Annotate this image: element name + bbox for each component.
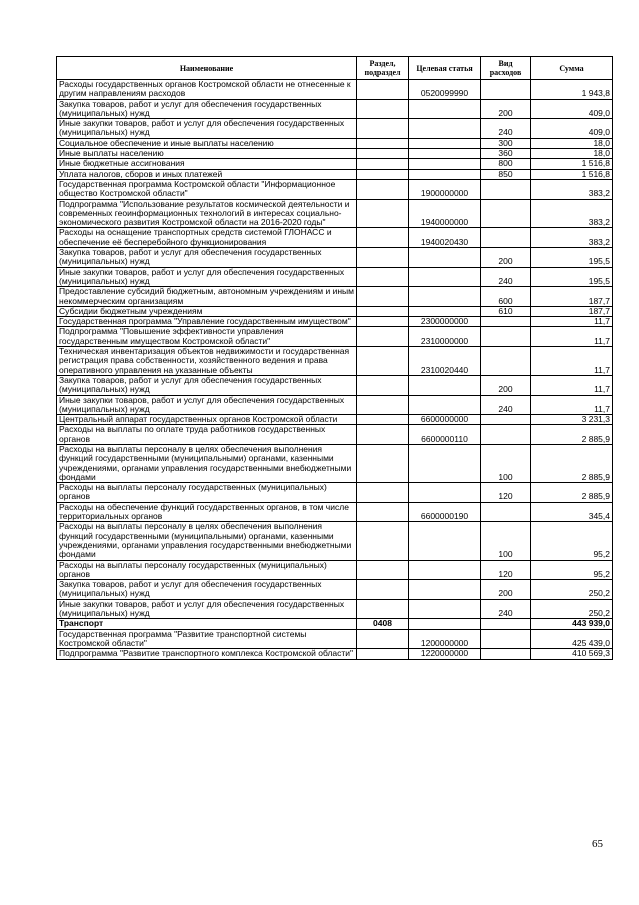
cell-name: Иные закупки товаров, работ и услуг для обеспечения государственных (муниципальных) нужд xyxy=(57,119,357,139)
cell-type: 200 xyxy=(481,99,531,119)
cell-name: Закупка товаров, работ и услуг для обеспечения государственных (муниципальных) нужд xyxy=(57,375,357,395)
cell-target: 6600000000 xyxy=(409,415,481,425)
cell-name: Государственная программа Костромской области "Информационное общество Костромской области" xyxy=(57,179,357,199)
header-type: Вид расходов xyxy=(481,57,531,80)
table-row xyxy=(57,395,613,415)
cell-name: Расходы на выплаты персоналу государственных (муниципальных) органов xyxy=(57,560,357,580)
cell-type: 100 xyxy=(481,522,531,560)
cell-sum: 1 516,8 xyxy=(531,169,613,179)
budget-table xyxy=(56,56,613,660)
cell-target xyxy=(409,560,481,580)
cell-section xyxy=(357,629,409,649)
cell-target xyxy=(409,483,481,503)
cell-name: Иные закупки товаров, работ и услуг для обеспечения государственных (муниципальных) нужд xyxy=(57,267,357,287)
cell-name: Расходы на выплаты по оплате труда работников государственных органов xyxy=(57,425,357,445)
cell-type: 240 xyxy=(481,395,531,415)
cell-name: Расходы на выплаты персоналу в целях обеспечения выполнения функций государственными (муниципальными) органами, казенными учреждениями, органами управления государственными внебюджетными фондами xyxy=(57,444,357,482)
cell-type xyxy=(481,327,531,347)
table-row xyxy=(57,306,613,316)
cell-target xyxy=(409,287,481,307)
cell-sum: 195,5 xyxy=(531,248,613,268)
cell-section xyxy=(357,179,409,199)
cell-section xyxy=(357,425,409,445)
cell-target: 1200000000 xyxy=(409,629,481,649)
cell-name: Иные закупки товаров, работ и услуг для обеспечения государственных (муниципальных) нужд xyxy=(57,395,357,415)
cell-sum: 11,7 xyxy=(531,375,613,395)
table-header-row xyxy=(57,57,613,80)
table-row xyxy=(57,119,613,139)
cell-sum: 11,7 xyxy=(531,395,613,415)
table-row xyxy=(57,80,613,100)
cell-type: 100 xyxy=(481,444,531,482)
table-row xyxy=(57,138,613,148)
cell-target: 6600000110 xyxy=(409,425,481,445)
table-row xyxy=(57,522,613,560)
cell-sum: 195,5 xyxy=(531,267,613,287)
table-row xyxy=(57,99,613,119)
cell-section xyxy=(357,444,409,482)
cell-sum: 2 885,9 xyxy=(531,444,613,482)
cell-section xyxy=(357,99,409,119)
cell-name: Государственная программа "Управление государственным имуществом" xyxy=(57,317,357,327)
cell-type xyxy=(481,502,531,522)
cell-section xyxy=(357,502,409,522)
cell-name: Подпрограмма "Повышение эффективности управления государственным имуществом Костромской области" xyxy=(57,327,357,347)
cell-type xyxy=(481,228,531,248)
cell-section xyxy=(357,267,409,287)
cell-section xyxy=(357,138,409,148)
cell-type xyxy=(481,199,531,228)
table-row xyxy=(57,425,613,445)
cell-type xyxy=(481,80,531,100)
cell-type: 200 xyxy=(481,248,531,268)
table-row xyxy=(57,248,613,268)
table-row xyxy=(57,199,613,228)
cell-target xyxy=(409,119,481,139)
table-row xyxy=(57,317,613,327)
header-name: Наименование xyxy=(57,57,357,80)
cell-target xyxy=(409,248,481,268)
table-body xyxy=(57,80,613,660)
cell-section xyxy=(357,327,409,347)
cell-sum: 187,7 xyxy=(531,287,613,307)
cell-section xyxy=(357,395,409,415)
cell-name: Уплата налогов, сборов и иных платежей xyxy=(57,169,357,179)
cell-sum: 425 439,0 xyxy=(531,629,613,649)
cell-section xyxy=(357,119,409,139)
cell-name: Расходы государственных органов Костромской области не отнесенные к другим направлениям расходов xyxy=(57,80,357,100)
cell-target xyxy=(409,99,481,119)
cell-sum: 409,0 xyxy=(531,99,613,119)
cell-target xyxy=(409,149,481,159)
cell-sum: 383,2 xyxy=(531,228,613,248)
table-row xyxy=(57,327,613,347)
cell-sum: 443 939,0 xyxy=(531,619,613,629)
cell-target xyxy=(409,375,481,395)
cell-target: 2310020440 xyxy=(409,347,481,376)
cell-target xyxy=(409,138,481,148)
cell-sum: 250,2 xyxy=(531,599,613,619)
cell-sum: 250,2 xyxy=(531,580,613,600)
cell-section xyxy=(357,317,409,327)
cell-name: Транспорт xyxy=(57,619,357,629)
cell-sum: 11,7 xyxy=(531,317,613,327)
cell-section xyxy=(357,80,409,100)
cell-type: 120 xyxy=(481,560,531,580)
table-row xyxy=(57,149,613,159)
cell-section xyxy=(357,375,409,395)
table-row xyxy=(57,287,613,307)
header-target: Целевая статья xyxy=(409,57,481,80)
cell-target: 1220000000 xyxy=(409,649,481,659)
cell-sum: 2 885,9 xyxy=(531,425,613,445)
cell-name: Расходы на выплаты персоналу в целях обеспечения выполнения функций государственными (муниципальными) органами, казенными учреждениями, органами управления государственными внебюджетными фондами xyxy=(57,522,357,560)
cell-section xyxy=(357,149,409,159)
cell-type xyxy=(481,179,531,199)
cell-sum: 18,0 xyxy=(531,138,613,148)
cell-section: 0408 xyxy=(357,619,409,629)
cell-type xyxy=(481,629,531,649)
table-row xyxy=(57,629,613,649)
cell-sum: 409,0 xyxy=(531,119,613,139)
cell-target xyxy=(409,306,481,316)
cell-section xyxy=(357,649,409,659)
table-row xyxy=(57,228,613,248)
cell-type: 240 xyxy=(481,267,531,287)
table-row xyxy=(57,267,613,287)
cell-sum: 18,0 xyxy=(531,149,613,159)
cell-name: Закупка товаров, работ и услуг для обеспечения государственных (муниципальных) нужд xyxy=(57,99,357,119)
cell-name: Предоставление субсидий бюджетным, автономным учреждениям и иным некоммерческим организациям xyxy=(57,287,357,307)
cell-type xyxy=(481,347,531,376)
cell-type: 200 xyxy=(481,375,531,395)
cell-sum: 1 516,8 xyxy=(531,159,613,169)
cell-name: Центральный аппарат государственных органов Костромской области xyxy=(57,415,357,425)
cell-section xyxy=(357,599,409,619)
cell-name: Иные закупки товаров, работ и услуг для обеспечения государственных (муниципальных) нужд xyxy=(57,599,357,619)
cell-section xyxy=(357,415,409,425)
cell-name: Подпрограмма "Использование результатов космической деятельности и современных геоинформационных технологий в интересах социально-экономического развития Костромской области на 2016-2020 годы" xyxy=(57,199,357,228)
cell-target: 1940000000 xyxy=(409,199,481,228)
cell-name: Иные выплаты населению xyxy=(57,149,357,159)
cell-target xyxy=(409,267,481,287)
cell-sum: 383,2 xyxy=(531,199,613,228)
cell-type: 240 xyxy=(481,119,531,139)
cell-target xyxy=(409,395,481,415)
cell-name: Закупка товаров, работ и услуг для обеспечения государственных (муниципальных) нужд xyxy=(57,248,357,268)
cell-sum: 11,7 xyxy=(531,347,613,376)
cell-type: 120 xyxy=(481,483,531,503)
cell-target xyxy=(409,159,481,169)
cell-section xyxy=(357,159,409,169)
cell-name: Субсидии бюджетным учреждениям xyxy=(57,306,357,316)
cell-target: 0520099990 xyxy=(409,80,481,100)
page-number: 65 xyxy=(592,838,603,850)
cell-type: 360 xyxy=(481,149,531,159)
cell-sum: 95,2 xyxy=(531,560,613,580)
cell-sum: 345,4 xyxy=(531,502,613,522)
cell-section xyxy=(357,228,409,248)
cell-section xyxy=(357,580,409,600)
cell-sum: 410 569,3 xyxy=(531,649,613,659)
cell-name: Социальное обеспечение и иные выплаты населению xyxy=(57,138,357,148)
cell-name: Расходы на обеспечение функций государственных органов, в том числе территориальных органов xyxy=(57,502,357,522)
cell-type xyxy=(481,619,531,629)
table-row xyxy=(57,599,613,619)
table-row xyxy=(57,444,613,482)
cell-type xyxy=(481,415,531,425)
cell-name: Закупка товаров, работ и услуг для обеспечения государственных (муниципальных) нужд xyxy=(57,580,357,600)
cell-section xyxy=(357,483,409,503)
cell-sum: 1 943,8 xyxy=(531,80,613,100)
cell-section xyxy=(357,347,409,376)
cell-name: Иные бюджетные ассигнования xyxy=(57,159,357,169)
cell-target: 2300000000 xyxy=(409,317,481,327)
table-row xyxy=(57,179,613,199)
cell-target: 2310000000 xyxy=(409,327,481,347)
cell-section xyxy=(357,248,409,268)
cell-name: Государственная программа "Развитие транспортной системы Костромской области" xyxy=(57,629,357,649)
table-row xyxy=(57,560,613,580)
table-row xyxy=(57,619,613,629)
cell-sum: 2 885,9 xyxy=(531,483,613,503)
cell-name: Техническая инвентаризация объектов недвижимости и государственная регистрация права собственности, хозяйственного ведения и права оперативного управления на указанные объекты xyxy=(57,347,357,376)
cell-type: 800 xyxy=(481,159,531,169)
cell-type xyxy=(481,649,531,659)
cell-target: 1900000000 xyxy=(409,179,481,199)
cell-sum: 3 231,3 xyxy=(531,415,613,425)
cell-target: 1940020430 xyxy=(409,228,481,248)
cell-target xyxy=(409,444,481,482)
cell-section xyxy=(357,560,409,580)
cell-sum: 383,2 xyxy=(531,179,613,199)
cell-type: 200 xyxy=(481,580,531,600)
table-row xyxy=(57,502,613,522)
header-section: Раздел, подраздел xyxy=(357,57,409,80)
cell-section xyxy=(357,287,409,307)
cell-name: Подпрограмма "Развитие транспортного комплекса Костромской области" xyxy=(57,649,357,659)
cell-sum: 11,7 xyxy=(531,327,613,347)
cell-type: 850 xyxy=(481,169,531,179)
table-row xyxy=(57,580,613,600)
cell-target: 6600000190 xyxy=(409,502,481,522)
cell-target xyxy=(409,599,481,619)
cell-type: 240 xyxy=(481,599,531,619)
table-row xyxy=(57,347,613,376)
cell-target xyxy=(409,580,481,600)
cell-type: 610 xyxy=(481,306,531,316)
cell-section xyxy=(357,306,409,316)
table-row xyxy=(57,159,613,169)
cell-target xyxy=(409,522,481,560)
table-row xyxy=(57,169,613,179)
cell-section xyxy=(357,199,409,228)
table-row xyxy=(57,483,613,503)
cell-name: Расходы на выплаты персоналу государственных (муниципальных) органов xyxy=(57,483,357,503)
cell-target xyxy=(409,619,481,629)
cell-target xyxy=(409,169,481,179)
cell-sum: 95,2 xyxy=(531,522,613,560)
cell-type xyxy=(481,317,531,327)
cell-type: 600 xyxy=(481,287,531,307)
table-row xyxy=(57,649,613,659)
header-sum: Сумма xyxy=(531,57,613,80)
cell-section xyxy=(357,522,409,560)
cell-type xyxy=(481,425,531,445)
table-row xyxy=(57,415,613,425)
cell-sum: 187,7 xyxy=(531,306,613,316)
table-row xyxy=(57,375,613,395)
cell-section xyxy=(357,169,409,179)
cell-type: 300 xyxy=(481,138,531,148)
cell-name: Расходы на оснащение транспортных средств системой ГЛОНАСС и обеспечение её бесперебойного функционирования xyxy=(57,228,357,248)
